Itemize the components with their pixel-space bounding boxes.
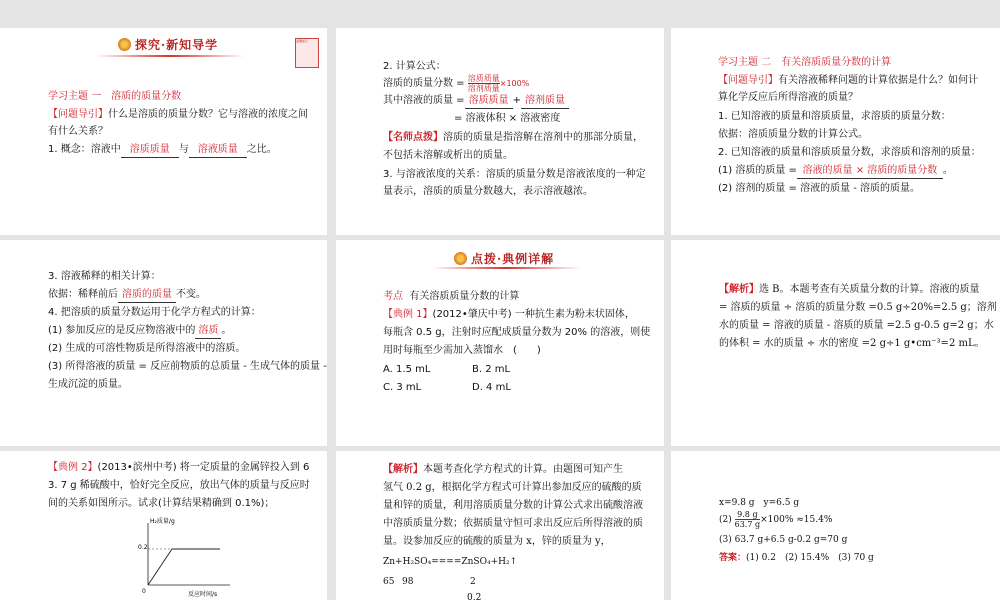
fill-blank: 溶质质量 <box>465 94 513 109</box>
solution-line: (3) 63.7 g+6.5 g-0.2 g=70 g <box>719 535 848 545</box>
analysis-line: 中溶质质量分数；依据质量守恒可求出反应后所得溶液的质 <box>383 518 643 529</box>
slide-9 <box>671 451 1000 600</box>
analysis-line: = 溶质的质量 ÷ 溶质的质量分数 =0.5 g÷20%=2.5 g；溶剂 <box>719 302 997 313</box>
tip-line: 【名师点拨】溶质的质量是指溶解在溶剂中的那部分质量， <box>383 132 643 143</box>
slide-1 <box>0 28 327 235</box>
slide-8 <box>336 451 664 600</box>
volume-line: = 溶液体积 × 溶液密度 <box>454 113 561 124</box>
text-line: (2) 生成的可溶性物质是所得溶液中的溶质。 <box>48 343 246 354</box>
analysis-line: 【解析】选 B。本题考查有关质量分数的计算。溶液的质量 <box>719 284 980 295</box>
guide-line: 【问题导引】什么是溶质的质量分数？它与溶液的浓度之间 <box>48 109 308 120</box>
fill-blank: 溶质 <box>195 324 221 339</box>
rule-line: 依据：溶质质量分数的计算公式。 <box>718 129 868 140</box>
solution-mass-line: 其中溶液的质量 = 溶质质量 + 溶剂质量 <box>383 94 569 109</box>
coef-2: 2 <box>470 577 476 587</box>
option-b: B. 2 mL <box>472 364 511 375</box>
y-tick-label: 0.2 <box>138 544 148 551</box>
analysis-line: 量。设参加反应的硫酸的质量为 x，锌的质量为 y， <box>383 536 611 547</box>
concept-line: 1. 概念：溶液中 溶质质量 与 溶液质量 之比。 <box>48 143 277 158</box>
section-banner: 点拨·典例详解 <box>454 250 554 270</box>
option-c: C. 3 mL <box>383 382 422 393</box>
text-line: 3. 溶液稀释的相关计算： <box>48 271 161 282</box>
example-line: 【典例 1】(2012•肇庆中考) 一种抗生素为粉末状固体， <box>383 309 635 320</box>
coef-0-2: 0.2 <box>467 593 482 600</box>
analysis-line: 水的质量 = 溶液的质量 - 溶质的质量 =2.5 g-0.5 g=2 g；水 <box>719 320 994 331</box>
ornament-icon <box>118 38 131 51</box>
example-line: 【典例 2】(2013•滨州中考) 将一定质量的金属锌投入到 6 <box>48 462 310 473</box>
analysis-line: 氢气 0.2 g，根据化学方程式可计算出参加反应的硫酸的质 <box>383 482 642 493</box>
tip-line-2: 不包括未溶解或析出的质量。 <box>383 150 513 161</box>
origin-label: 0 <box>142 588 146 595</box>
analysis-line: 量和锌的质量，利用溶质质量分数的计算公式求出硫酸溶液 <box>383 500 643 511</box>
mass-fraction-formula: 溶质的质量分数 = $\frac{\text{溶质质量}}{\text{溶剂质量}}$ ×100% <box>383 73 530 93</box>
rule-line: 1. 已知溶液的质量和溶质质量，求溶质的质量分数： <box>718 111 951 122</box>
ornament-icon <box>454 252 467 265</box>
fill-blank: 溶质的质量 <box>118 288 176 303</box>
answer-line: 答案：(1) 0.2 (2) 15.4% (3) 70 g <box>719 553 874 563</box>
rule-line: (2) 溶剂的质量 = 溶液的质量 - 溶质的质量。 <box>718 183 921 194</box>
example-line-2: 每瓶含 0.5 g，注射时应配成质量分数为 20% 的溶液，则使 <box>383 327 651 338</box>
analysis-line: 【解析】本题考查化学方程式的计算。由题图可知产生 <box>383 464 623 475</box>
h2-mass-chart <box>110 515 240 598</box>
solution-line: x=9.8 g y=6.5 g <box>719 498 800 508</box>
option-a: A. 1.5 mL <box>383 364 431 375</box>
formula-label: 2. 计算公式： <box>383 61 446 72</box>
topic-heading: 学习主题 一 溶质的质量分数 <box>48 91 182 102</box>
y-axis-label: H₂质量/g <box>150 518 175 525</box>
tip-stamp-icon: 温馨提示 <box>295 38 319 68</box>
key-point: 考点 有关溶质质量分数的计算 <box>383 291 520 302</box>
example-line-2: 3. 7 g 稀硫酸中，恰好完全反应，放出气体的质量与反应时 <box>48 480 310 491</box>
solution-fraction-line: (2) $\frac{9.8 g}{63.7 g}$ ×100% ≈15.4% <box>719 510 833 529</box>
relation-line-2: 量表示，溶质的质量分数越大，表示溶液越浓。 <box>383 186 593 197</box>
chemical-equation: Zn+H₂SO₄====ZnSO₄+H₂↑ <box>383 557 518 567</box>
text-line: (1) 参加反应的是反应物溶液中的 溶质 。 <box>48 324 231 339</box>
rule-line: 2. 已知溶液的质量和溶质质量分数，求溶质和溶剂的质量： <box>718 147 981 158</box>
fill-blank: 溶质质量 <box>121 143 179 158</box>
text-line: 生成沉淀的质量。 <box>48 379 128 390</box>
option-d: D. 4 mL <box>472 382 511 393</box>
slide-3 <box>671 28 1000 235</box>
analysis-line: 的体积 = 水的质量 ÷ 水的密度 =2 g÷1 g•cm⁻³=2 mL。 <box>719 338 985 349</box>
text-line: 4. 把溶质的质量分数运用于化学方程式的计算： <box>48 307 261 318</box>
slide-5 <box>336 240 664 446</box>
slide-2 <box>336 28 664 235</box>
slide-4 <box>0 240 327 446</box>
topic-heading: 学习主题 二 有关溶质质量分数的计算 <box>718 57 892 68</box>
fill-blank: 溶剂质量 <box>521 94 569 109</box>
guide-line-2: 有什么关系？ <box>48 126 108 137</box>
formula-fraction: $\frac{\text{溶质质量}}{\text{溶剂质量}}$ <box>467 73 500 93</box>
coef-98: 98 <box>402 577 414 587</box>
text-line: 依据：稀释前后 溶质的质量 不变。 <box>48 288 206 303</box>
x-axis-label: 反应时间/s <box>188 591 218 598</box>
rule-line: (1) 溶质的质量 = 溶液的质量 × 溶质的质量分数 。 <box>718 164 953 179</box>
example-line-3: 间的关系如图所示。试求(计算结果精确到 0.1%)； <box>48 498 275 509</box>
text-line: (3) 所得溶液的质量 = 反应前物质的总质量 - 生成气体的质量 - <box>48 361 327 372</box>
coef-65: 65 <box>383 577 395 587</box>
solution-fraction: $\frac{9.8 g}{63.7 g}$ <box>734 510 761 529</box>
example-line-3: 用时每瓶至少需加入蒸馏水 ( ) <box>383 345 541 356</box>
guide-line-2: 算化学反应后所得溶液的质量？ <box>718 92 858 103</box>
section-banner: 探究·新知导学 <box>118 36 218 56</box>
fill-blank: 溶液质量 <box>189 143 247 158</box>
relation-line: 3. 与溶液浓度的关系：溶质的质量分数是溶液浓度的一种定 <box>383 169 646 180</box>
guide-line: 【问题导引】有关溶液稀释问题的计算依据是什么？如何计 <box>718 75 978 86</box>
slide-6 <box>671 240 1000 446</box>
series-line <box>148 549 220 585</box>
fill-blank: 溶液的质量 × 溶质的质量分数 <box>797 164 943 179</box>
slide-7 <box>0 451 327 600</box>
